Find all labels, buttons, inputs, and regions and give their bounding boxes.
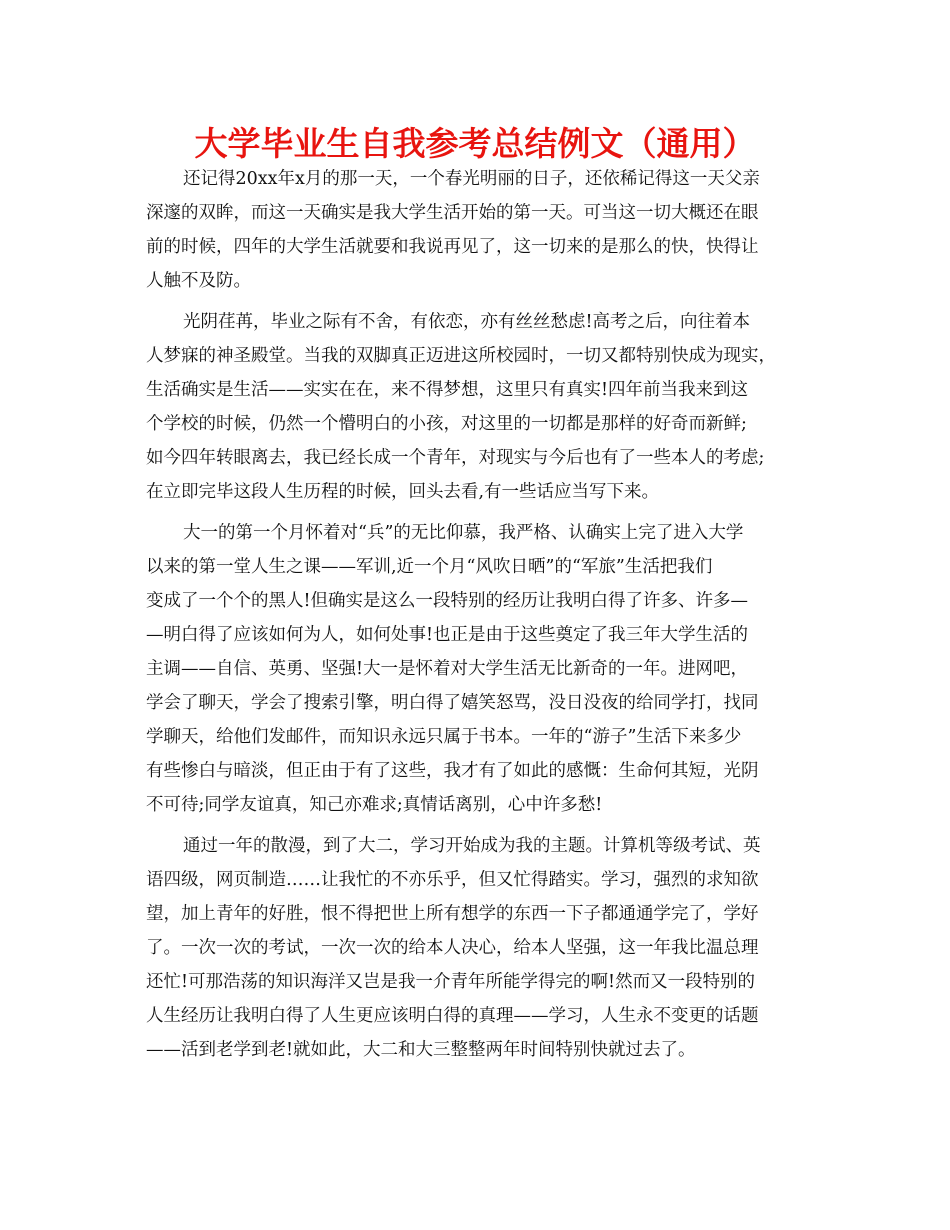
text-line: 大一的第一个月怀着对“兵”的无比仰慕，我严格、认确实上完了进入大学 — [183, 523, 744, 543]
text-line: 语四级，网页制造……让我忙的不亦乐乎，但又忙得踏实。学习，强烈的求知欲 — [146, 870, 759, 890]
text-line: 通过一年的散漫，到了大二，学习开始成为我的主题。计算机等级考试、英 — [183, 836, 761, 856]
text-line: 还忙!可那浩荡的知识海洋又岂是我一介青年所能学得完的啊!然而又一段特别的 — [146, 972, 756, 992]
text-line: 变成了一个个的黑人!但确实是这么一段特别的经历让我明白得了许多、许多— — [146, 591, 749, 611]
text-line: 人触不及防。 — [146, 271, 251, 291]
text-line: 学会了聊天，学会了搜索引擎，明白得了嬉笑怒骂，没日没夜的给同学打，找同 — [146, 693, 759, 713]
paragraph-1 — [146, 162, 806, 298]
text-line: 望，加上青年的好胜，恨不得把世上所有想学的东西一下子都通通学完了，学好 — [146, 904, 759, 924]
text-line: 深邃的双眸，而这一天确实是我大学生活开始的第一天。可当这一切大概还在眼 — [146, 203, 759, 223]
text-line: 人生经历让我明白得了人生更应该明白得的真理——学习，人生永不变更的话题 — [146, 1006, 759, 1026]
text-line: 学聊天，给他们发邮件，而知识永远只属于书本。一年的“游子”生活下来多少 — [146, 727, 742, 747]
text-line: 人梦寐的神圣殿堂。当我的双脚真正迈进这所校园时，一切又都特别快成为现实， — [146, 346, 776, 366]
paragraph-4 — [146, 829, 806, 1067]
text-line: 不可待;同学友谊真，知己亦难求;真情话离别，心中许多愁! — [146, 795, 603, 815]
text-line: 以来的第一堂人生之课——军训,近一个月“风吹日晒”的“军旅”生活把我们 — [146, 557, 713, 577]
text-line: 有些惨白与暗淡，但正由于有了这些，我才有了如此的感慨：生命何其短，光阴 — [146, 761, 759, 781]
paragraph-2 — [146, 305, 806, 509]
paragraph-3 — [146, 516, 806, 822]
document-body — [146, 162, 806, 1074]
text-line: 光阴荏苒，毕业之际有不舍，有依恋，亦有丝丝愁虑!高考之后，向往着本 — [183, 312, 751, 332]
text-line: 还记得20xx年x月的那一天，一个春光明丽的日子，还依稀记得这一天父亲 — [183, 169, 760, 189]
text-line: 在立即完毕这段人生历程的时候，回头去看,有一些话应当写下来。 — [146, 482, 660, 502]
text-line: 主调——自信、英勇、坚强!大一是怀着对大学生活无比新奇的一年。进网吧， — [146, 659, 749, 679]
document-title: 大学毕业生自我参考总结例文（通用） — [194, 124, 756, 163]
text-line: 前的时候，四年的大学生活就要和我说再见了，这一切来的是那么的快，快得让 — [146, 237, 759, 257]
text-line: 如今四年转眼离去，我已经长成一个青年，对现实与今后也有了一些本人的考虑; — [146, 448, 765, 468]
text-line: 了。一次一次的考试，一次一次的给本人决心，给本人坚强，这一年我比温总理 — [146, 938, 759, 958]
text-line: ——活到老学到老!就如此，大二和大三整整两年时间特别快就过去了。 — [146, 1040, 696, 1060]
text-line: —明白得了应该如何为人，如何处事!也正是由于这些奠定了我三年大学生活的 — [146, 625, 749, 645]
text-line: 生活确实是生活——实实在在，来不得梦想，这里只有真实!四年前当我来到这 — [146, 380, 749, 400]
text-line: 个学校的时候，仍然一个懵明白的小孩，对这里的一切都是那样的好奇而新鲜; — [146, 414, 747, 434]
